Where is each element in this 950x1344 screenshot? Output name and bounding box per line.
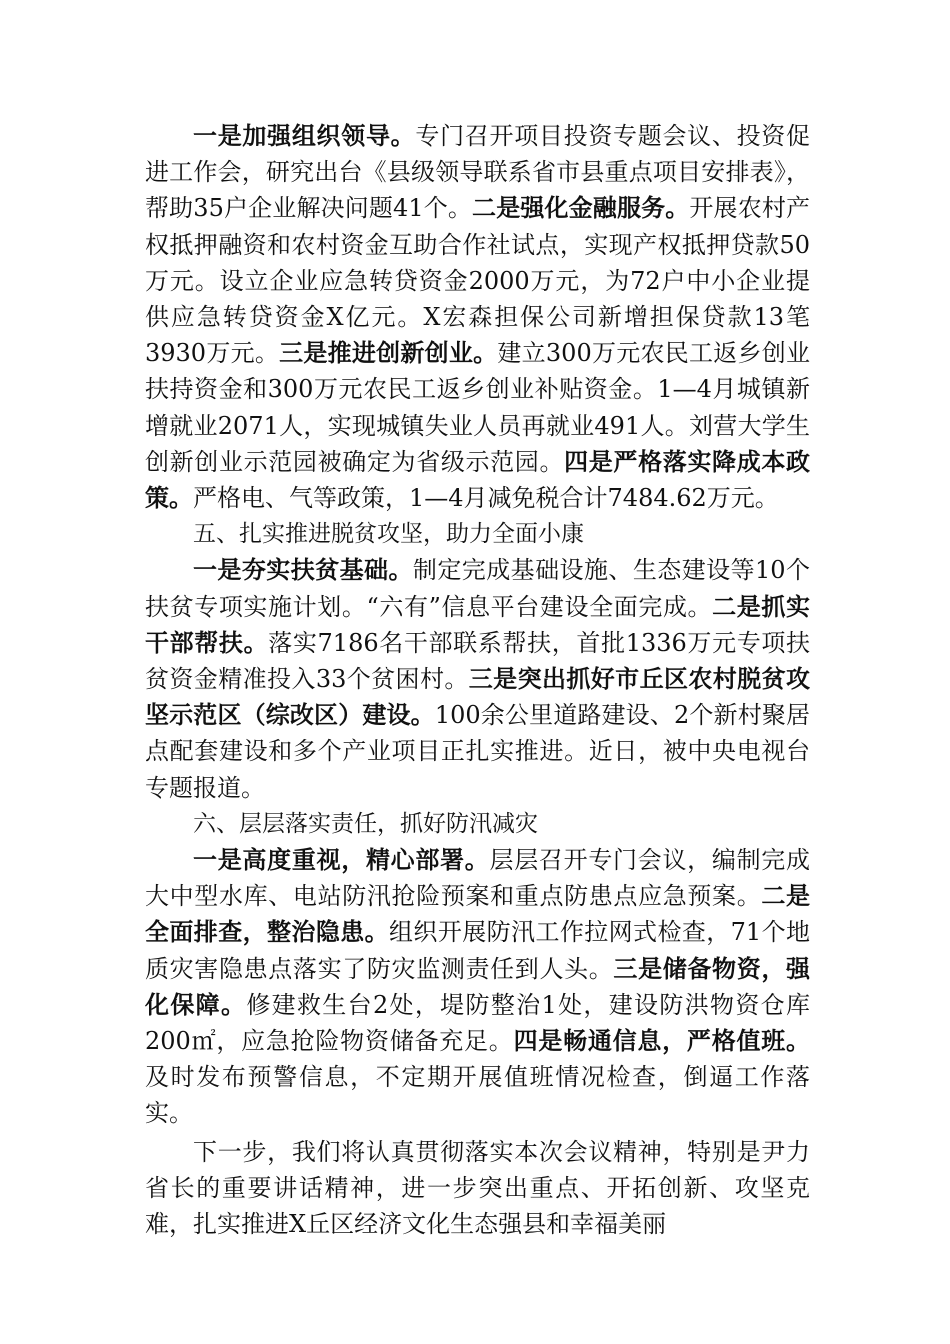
paragraph-flood-prevention bbox=[145, 842, 810, 1132]
bold-lead-1: 一是加强组织领导。 bbox=[193, 122, 416, 150]
section-heading-5: 五、扎实推进脱贫攻坚，助力全面小康 bbox=[193, 521, 584, 548]
paragraph-text: 专门召开项目投资专题会议、投资促进工作会，研究出台《县级领导联系省市县重点项目安排表》，帮助35户企业解决问题41个。 bbox=[145, 122, 810, 223]
paragraph-text: 开展农村产权抵押融资和农村资金互助合作社试点，实现产权抵押贷款50万元。设立企业应急转贷资金2000万元，为72户中小企业提供应急转贷资金X亿元。X宏森担保公司新增担保贷款13笔3930万元。 bbox=[145, 194, 811, 368]
paragraph-text: 严格电、气等政策，1—4月减免税合计7484.62万元。 bbox=[193, 484, 779, 513]
paragraph-next-steps bbox=[145, 1134, 810, 1243]
bold-lead-4: 四是畅通信息，严格值班。 bbox=[513, 1027, 811, 1056]
bold-lead-3: 三是推进创新创业。 bbox=[279, 339, 498, 368]
bold-lead-4: 四是严格落实降成本政策。 bbox=[145, 447, 811, 513]
paragraph-measures-economy bbox=[145, 118, 810, 516]
bold-lead-3: 三是突出抓好市丘区农村脱贫攻坚示范区（综改区）建设。 bbox=[145, 665, 810, 730]
paragraph-poverty-alleviation bbox=[145, 552, 810, 805]
paragraph-text: 制定完成基础设施、生态建设等10个扶贫专项实施计划。“六有”信息平台建设全面完成。 bbox=[145, 556, 810, 621]
bold-lead-1: 一是夯实扶贫基础。 bbox=[193, 556, 413, 585]
paragraph-text: 层层召开专门会议，编制完成大中型水库、电站防汛抢险预案和重点防患点应急预案。 bbox=[145, 846, 810, 911]
paragraph-text: 100余公里道路建设、2个新村聚居点配套建设和多个产业项目正扎实推进。近日，被中央电视台专题报道。 bbox=[145, 701, 811, 802]
paragraph-text: 下一步，我们将认真贯彻落实本次会议精神，特别是尹力省长的重要讲话精神，进一步突出重点、开拓创新、攻坚克难，扎实推进X丘区经济文化生态强县和幸福美丽 bbox=[145, 1137, 810, 1239]
bold-lead-2: 二是抓实干部帮扶。 bbox=[145, 592, 810, 657]
paragraph-text: 修建救生台2处，堤防整治1处，建设防洪物资仓库200㎡，应急抢险物资储备充足。 bbox=[145, 990, 811, 1056]
bold-lead-2: 二是强化金融服务。 bbox=[472, 194, 690, 223]
paragraph-text: 及时发布预警信息，不定期开展值班情况检查，倒逼工作落实。 bbox=[145, 1063, 810, 1128]
paragraph-text: 组织开展防汛工作拉网式检查，71个地质灾害隐患点落实了防灾监测责任到人头。 bbox=[145, 918, 811, 983]
bold-lead-3: 三是储备物资，强化保障。 bbox=[145, 954, 810, 1019]
document-page bbox=[145, 118, 810, 1242]
paragraph-text: 落实7186名干部联系帮扶，首批1336万元专项扶贫资金精准投入33个贫困村。 bbox=[145, 628, 811, 694]
bold-lead-1: 一是高度重视，精心部署。 bbox=[193, 846, 490, 875]
bold-lead-2: 二是全面排查，整治隐患。 bbox=[145, 882, 811, 947]
paragraph-text: 建立300万元农民工返乡创业扶持资金和300万元农民工返乡创业补贴资金。1—4月城镇新增就业2071人，实现城镇失业人员再就业491人。刘营大学生创新创业示范园被确定为省级示范园。 bbox=[145, 339, 811, 476]
section-heading-6: 六、层层落实责任，抓好防汛减灾 bbox=[193, 810, 538, 837]
